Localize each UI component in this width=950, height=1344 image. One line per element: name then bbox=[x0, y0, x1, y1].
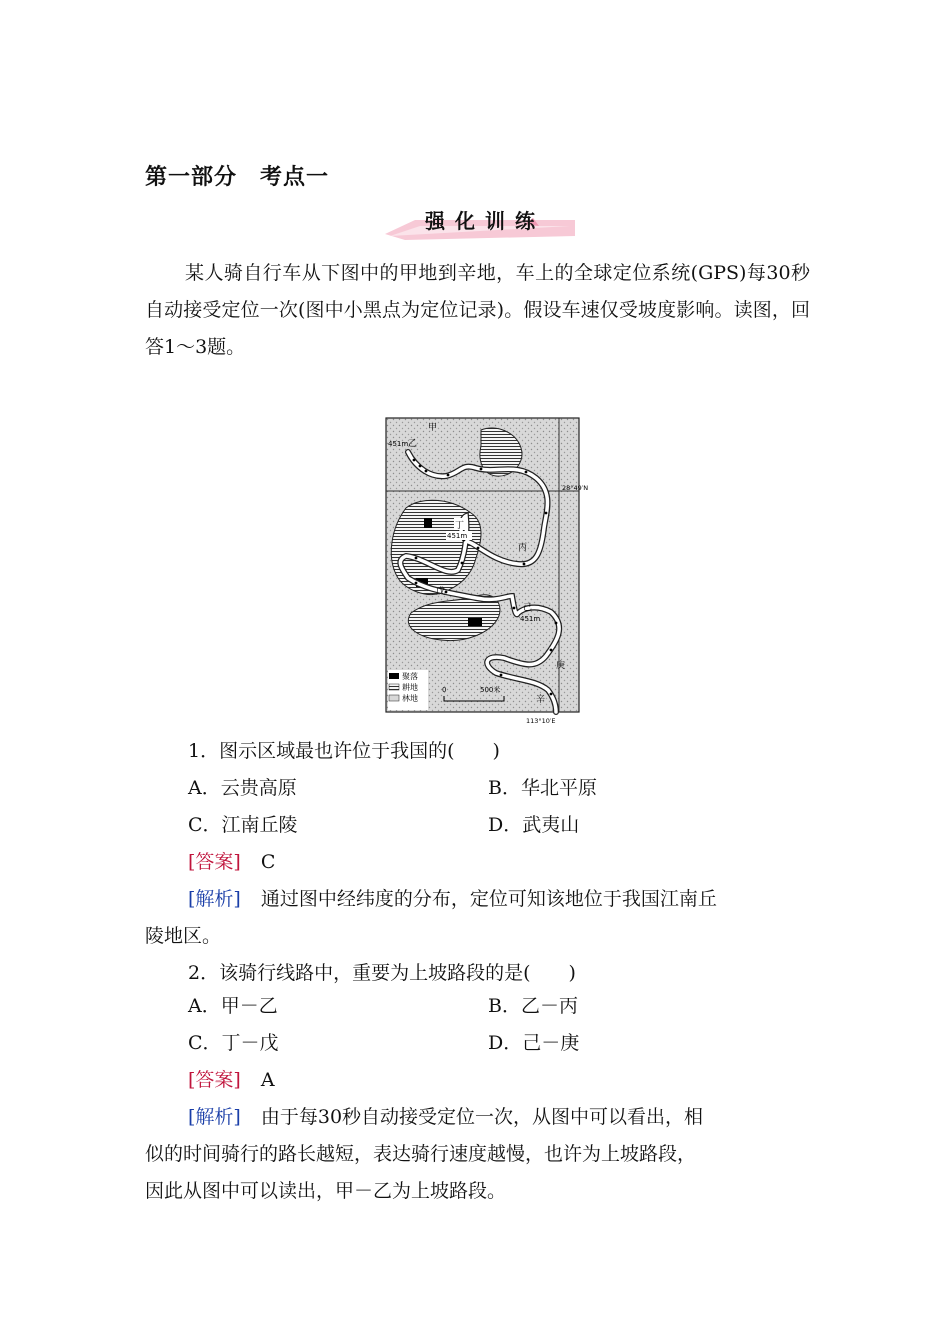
legend-forest: 林地 bbox=[402, 694, 418, 703]
q2-analysis-line-2: 似的时间骑行的路长越短，表达骑行速度越慢，也许为上坡路段， bbox=[145, 1143, 697, 1165]
legend-settlement-swatch bbox=[389, 673, 399, 679]
q2-option-b: B．乙－丙 bbox=[488, 995, 578, 1017]
elevation-ding: 451m bbox=[447, 532, 468, 540]
legend-settlement: 聚落 bbox=[402, 672, 418, 681]
analysis-tag: [解析] bbox=[188, 888, 241, 910]
place-geng: 庚 bbox=[556, 661, 566, 671]
place-ding: 丁 bbox=[455, 521, 465, 531]
q2-analysis-line-1 bbox=[188, 1099, 703, 1136]
longitude-label: 113°10′E bbox=[526, 717, 556, 725]
question-2-stem: 2．该骑行线路中，重要为上坡路段的是( ) bbox=[188, 962, 576, 984]
analysis-text: 由于每30秒自动接受定位一次，从图中可以看出，相 bbox=[260, 1106, 704, 1128]
q1-option-c: C．江南丘陵 bbox=[188, 814, 298, 836]
place-jia: 甲 bbox=[428, 423, 438, 433]
q2-option-d: D．己－庚 bbox=[488, 1032, 580, 1054]
q1-analysis-line-1 bbox=[188, 881, 717, 918]
route-map bbox=[386, 418, 589, 726]
q2-analysis-line-3: 因此从图中可以读出，甲－乙为上坡路段。 bbox=[145, 1180, 507, 1202]
banner-title: 强化训练 bbox=[425, 209, 545, 233]
answer-value: A bbox=[260, 1069, 275, 1091]
settlement-block bbox=[468, 618, 482, 626]
q2-option-a: A．甲－乙 bbox=[188, 995, 278, 1017]
legend-farmland-swatch bbox=[389, 684, 399, 690]
place-ji: 己 bbox=[523, 603, 533, 613]
q1-analysis-line-2: 陵地区。 bbox=[145, 925, 222, 947]
place-bing: 丙 bbox=[518, 543, 528, 553]
scale-length: 500米 bbox=[480, 686, 501, 694]
q2-answer bbox=[188, 1062, 275, 1099]
latitude-label: 28°49′N bbox=[562, 484, 589, 492]
q2-option-c: C．丁－戊 bbox=[188, 1032, 279, 1054]
elevation-ji: 451m bbox=[520, 615, 541, 623]
analysis-text: 通过图中经纬度的分布，定位可知该地位于我国江南丘 bbox=[260, 888, 717, 910]
answer-tag: [答案] bbox=[188, 1069, 241, 1091]
question-1-stem: 1．图示区域最也许位于我国的( ) bbox=[188, 740, 500, 762]
q1-option-d: D．武夷山 bbox=[488, 814, 580, 836]
answer-value: C bbox=[260, 851, 276, 873]
place-yi: 乙 bbox=[408, 439, 418, 449]
legend-forest-swatch bbox=[389, 695, 399, 701]
settlement-block bbox=[424, 518, 432, 528]
q1-option-b: B．华北平原 bbox=[488, 777, 597, 799]
legend-farmland: 耕地 bbox=[402, 683, 418, 692]
intro-paragraph: 某人骑自行车从下图中的甲地到辛地，车上的全球定位系统(GPS)每30秒自动接受定位一次(图中小黑点为定位记录)。假设车速仅受坡度影响。读图，回答1～3题。 bbox=[145, 262, 810, 358]
analysis-tag: [解析] bbox=[188, 1106, 241, 1128]
q1-answer bbox=[188, 844, 275, 881]
answer-tag: [答案] bbox=[188, 851, 241, 873]
q1-option-a: A．云贵高原 bbox=[188, 777, 297, 799]
section-title: 第一部分 考点一 bbox=[145, 165, 330, 190]
place-wu: 戊 bbox=[436, 587, 446, 597]
place-xin: 辛 bbox=[536, 695, 546, 705]
elevation-yi: 451m bbox=[388, 440, 409, 448]
scale-zero: 0 bbox=[442, 686, 447, 694]
